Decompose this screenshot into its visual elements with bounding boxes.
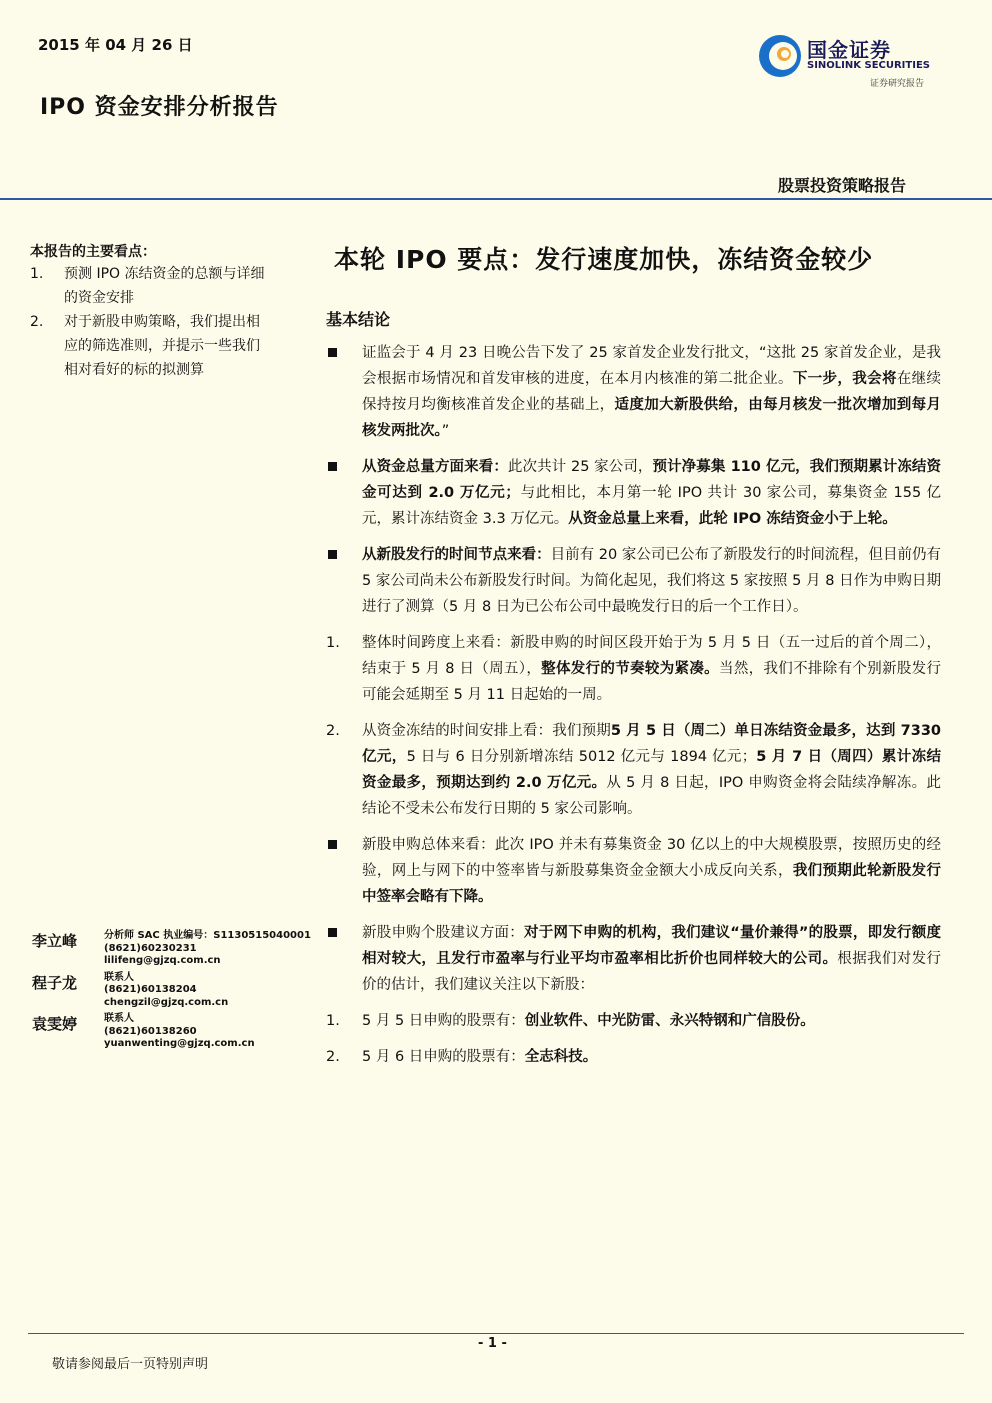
paragraph-text: 此次共计 25 家公司， [507,459,653,475]
paragraph-text: 5 月 6 日申购的股票有： [362,1049,525,1065]
bullet-square-icon [328,348,337,357]
report-category: 股票投资策略报告 [778,176,907,195]
paragraph-bold: 5 月 7 日（周四）累计冻结资金最多，预期达到约 2.0 万亿元。 [362,749,941,791]
paragraph-bold: 预计净募集 110 亿元，我们预期累计冻结资金可达到 2.0 万亿元； [362,459,941,501]
analyst-email[interactable]: chengzil@gjzq.com.cn [104,996,229,1008]
numbered-paragraph [326,718,941,822]
paragraph-text: 从 5 月 8 日起，IPO 申购资金将会陆续净解冻。此结论不受未公布发行日期的 5 家公司影响。 [362,775,941,817]
paragraph-number: 1. [326,1013,340,1029]
bullet-paragraph [326,832,941,910]
header-divider [0,198,992,200]
sidebar-item-text: 对于新股申购策略，我们提出相应的筛选准则，并提示一些我们相对看好的标的拟测算 [64,314,260,378]
sidebar-item [30,262,270,310]
footer-divider [28,1333,964,1334]
report-date: 2015 年 04 月 26 日 [38,36,193,54]
paragraph-bold: 整体发行的节奏较为紧凑。 [541,661,719,677]
paragraph-number: 2. [326,1049,340,1065]
paragraph-text: 根据我们对发行价的估计，我们建议关注以下新股： [362,951,942,993]
paragraph-bold: 从新股发行的时间节点来看： [362,547,551,563]
analyst-phone: (8621)60138260 [104,1025,197,1037]
paragraph-bold: 从资金总量上来看，此轮 IPO 冻结资金小于上轮。 [568,511,897,527]
analyst-entry [32,972,322,1010]
bullet-square-icon [328,462,337,471]
paragraph-text: 从资金冻结的时间安排上看：我们预期 [362,723,611,739]
analyst-title: 分析师 SAC 执业编号：S1130515040001 [104,930,311,941]
analyst-email[interactable]: lilifeng@gjzq.com.cn [104,955,221,966]
sidebar-heading: 本报告的主要看点： [30,244,156,260]
paragraph-bold: 创业软件、中光防雷、永兴特钢和广信股份。 [524,1013,815,1029]
bullet-square-icon [328,550,337,559]
paragraph-bold: 5 月 5 日（周二）单日冻结资金最多，达到 7330 亿元， [362,723,941,765]
sidebar-item-number: 1. [30,266,44,282]
analyst-entry [32,930,322,968]
bullet-paragraph [326,920,941,998]
paragraph-text: 整体时间跨度上来看：新股申购的时间区段开始于为 5 月 5 日（五一过后的首个周二），结束于 5 月 8 日（周五）， [362,635,941,677]
footer-disclaimer: 敬请参阅最后一页特别声明 [52,1357,209,1372]
section-title: 基本结论 [326,310,391,329]
paragraph-number: 1. [326,635,340,651]
sidebar-item-number: 2. [30,314,44,330]
bullet-square-icon [328,928,337,937]
paragraph-bold: 从资金总量方面来看： [362,459,508,475]
paragraph-text: 5 日与 6 日分别新增冻结 5012 亿元与 1894 亿元； [406,749,757,765]
paragraph-text: 证监会于 4 月 23 日晚公告下发了 25 家首发企业发行批文，“这批 25 家首发企业，是我会根据市场情况和首发审核的进度，在本月内核准的第二批企业。 [362,345,941,387]
paragraph-text: 新股申购总体来看：此次 IPO 并未有募集资金 30 亿以上的中大规模股票，按照历史的经验，网上与网下的中签率皆与新股募集资金金额大小成反向关系， [362,837,941,879]
analyst-email[interactable]: yuanwenting@gjzq.com.cn [104,1038,255,1049]
paragraph-text: 5 月 5 日申购的股票有： [362,1013,525,1029]
logo-name: 国金证券 [807,38,891,62]
paragraph-text: 与此相比，本月第一轮 IPO 共计 30 家公司，募集资金 155 亿元，累计冻结资金 3.3 万亿元。 [362,485,941,527]
numbered-paragraph [326,1044,941,1070]
paragraph-bold: 下一步，我会将 [792,371,897,387]
logo-english-name: SINOLINK SECURITIES [807,60,930,71]
main-content [326,340,941,1080]
analyst-phone: (8621)60230231 [104,942,197,954]
paragraph-bold: 全志科技。 [524,1049,598,1065]
sidebar-item-text: 预测 IPO 冻结资金的总额与详细的资金安排 [64,266,265,306]
sidebar-list [30,262,270,382]
page-number: - 1 - [478,1336,507,1351]
paragraph-bold: 适度加大新股供给，由每月核发一批次增加到每月核发两批次。 [362,397,942,439]
main-headline: 本轮 IPO 要点：发行速度加快，冻结资金较少 [334,245,874,274]
paragraph-text: 目前有 20 家公司已公布了新股发行的时间流程，但目前仍有 5 家公司尚未公布新股发行时间。为简化起见，我们将这 5 家按照 5 月 8 日作为申购日期进行了测算（5 月 8 日为已公布公司中最晚发行日的后一个工作日）。 [362,547,941,615]
logo-icon [756,32,804,80]
bullet-paragraph [326,454,941,532]
analyst-phone: (8621)60138204 [104,984,197,995]
bullet-paragraph [326,340,941,444]
logo-subtitle: 证券研究报告 [870,79,925,89]
analyst-list [32,930,322,1055]
analyst-title: 联系人 [104,971,134,983]
bullet-paragraph [326,542,941,620]
analyst-name: 程子龙 [32,973,78,992]
bullet-square-icon [328,840,337,849]
paragraph-text: 当然，我们不排除有个别新股发行可能会延期至 5 月 11 日起始的一周。 [362,661,941,703]
paragraph-number: 2. [326,723,340,739]
paragraph-bold: 对于网下申购的机构，我们建议“量价兼得”的股票，即发行额度相对较大，且发行市盈率与行业平均市盈率相比折价也同样较大的公司。 [362,925,942,967]
paragraph-text: 新股申购个股建议方面： [362,925,525,941]
numbered-paragraph [326,1008,941,1034]
paragraph-text: ” [441,423,450,439]
analyst-title: 联系人 [104,1013,134,1024]
analyst-name: 袁雯婷 [32,1015,78,1033]
paragraph-text: 在继续保持按月均衡核准首发企业的基础上， [362,371,942,413]
report-title: IPO 资金安排分析报告 [40,95,279,120]
analyst-entry [32,1013,322,1051]
sidebar-item [30,310,270,382]
paragraph-bold: 我们预期此轮新股发行中签率会略有下降。 [362,863,942,905]
analyst-name: 李立峰 [32,932,78,950]
numbered-paragraph [326,630,941,708]
